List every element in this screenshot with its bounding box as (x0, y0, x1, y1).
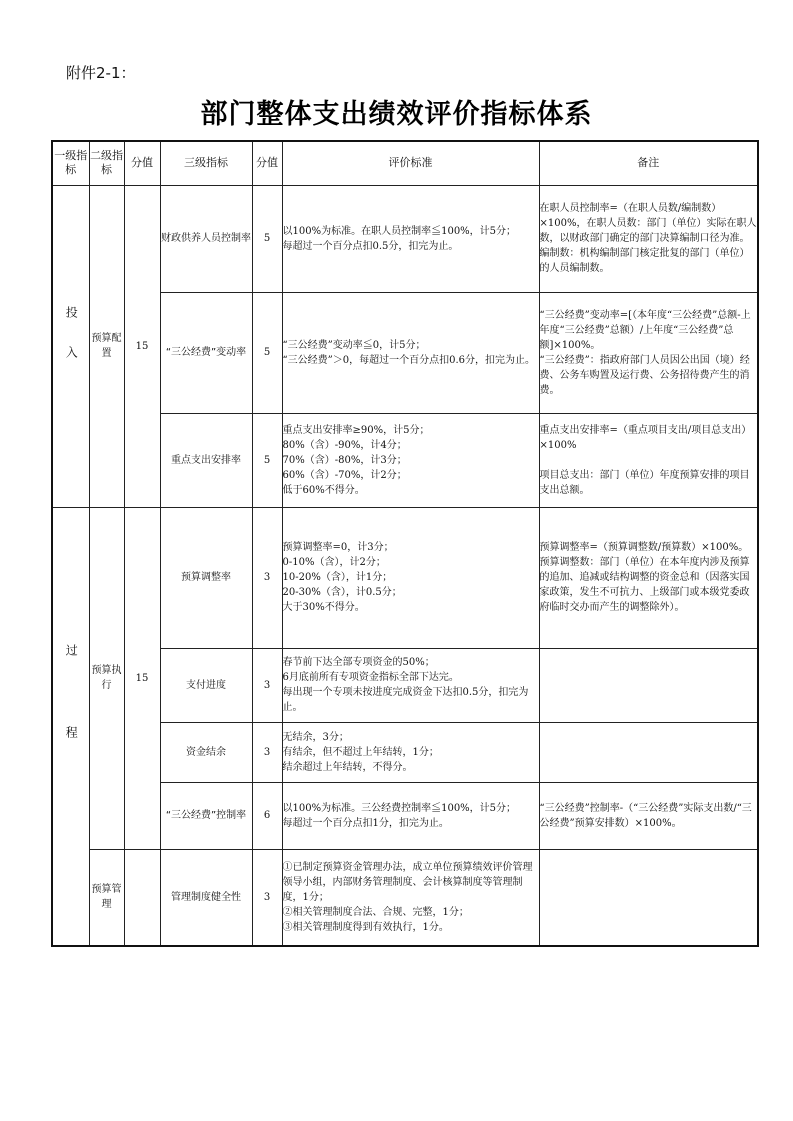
level3-name: 预算调整率 (160, 507, 252, 648)
criteria-cell (282, 782, 539, 849)
level3-name: 重点支出安排率 (160, 413, 252, 507)
notes-line: 在职人员控制率=（在职人员数/编制数）×100%，在职人员数：部门（单位）实际在职人数，以财政部门确定的部门决算编制口径为准。 (539, 203, 757, 244)
level2-budget-exec: 预算执行 (89, 507, 124, 849)
level1-input (52, 185, 89, 507)
level3-score: 6 (252, 782, 282, 849)
criteria-line: 结余超过上年结转，不得分。 (282, 761, 413, 773)
criteria-line: 每超过一个百分点扣1分，扣完为止。 (282, 817, 449, 829)
criteria-line: 低于60%不得分。 (282, 484, 365, 496)
criteria-line: 70%（含）-80%，计3分； (282, 454, 407, 466)
notes-cell (539, 292, 758, 413)
header-notes: 备注 (539, 141, 758, 185)
header-score-b: 分值 (252, 141, 282, 185)
level2-budget-config-score: 15 (124, 185, 160, 507)
criteria-line: 以100%为标准。在职人员控制率≦100%，计5分； (282, 225, 517, 237)
criteria-line: 春节前下达全部专项资金的50%； (282, 657, 435, 668)
level2-budget-exec-score: 15 (124, 507, 160, 849)
level3-score: 3 (252, 507, 282, 648)
notes-line: 重点支出安排率=（重点项目支出/项目总支出）×100% (539, 424, 752, 451)
criteria-line: ②相关管理制度合法、合规、完整，1分； (282, 906, 469, 918)
notes-line: 项目总支出：部门（单位）年度预算安排的项目支出总额。 (539, 469, 750, 496)
criteria-line: 每超过一个百分点扣0.5分，扣完为止。 (282, 240, 459, 252)
level1-input-label: 投入 (64, 306, 79, 386)
page-title: 部门整体支出绩效评价指标体系 (200, 99, 593, 130)
criteria-line: 0-10%（含），计2分； (282, 557, 386, 568)
criteria-cell (282, 849, 539, 946)
notes-cell (539, 648, 758, 722)
notes-line: 编制数：机构编制部门核定批复的部门（单位）的人员编制数。 (539, 248, 750, 274)
level3-name: “三公经费”控制率 (160, 782, 252, 849)
notes-cell (539, 849, 758, 946)
notes-cell (539, 507, 758, 648)
table-row (52, 849, 758, 946)
table-row (52, 507, 758, 648)
notes-cell (539, 413, 758, 507)
level3-score: 3 (252, 722, 282, 782)
notes-line: “三公经费”变动率=[（本年度“三公经费”总额-上年度“三公经费”总额）/上年度“三公经费”总额]×100%。 (539, 309, 751, 351)
header-criteria: 评价标准 (282, 141, 539, 185)
indicator-table (51, 140, 759, 947)
criteria-line: 重点支出安排率≥90%，计5分； (282, 424, 430, 436)
notes-line: 预算调整数：部门（单位）在本年度内涉及预算的追加、追减或结构调整的资金总和（因落实国家政策，发生不可抗力、上级部门或本级党委政府临时交办而产生的调整除外）。 (539, 557, 750, 613)
criteria-line: “三公经费”＞0，每超过一个百分点扣0.6分，扣完为止。 (282, 354, 535, 366)
criteria-cell (282, 185, 539, 292)
level3-name: 资金结余 (160, 722, 252, 782)
notes-cell (539, 722, 758, 782)
level1-process (52, 507, 89, 946)
criteria-line: 6月底前所有专项资金指标全部下达完。 (282, 672, 459, 683)
level3-score: 3 (252, 648, 282, 722)
level2-budget-config: 预算配置 (89, 185, 124, 507)
criteria-line: 大于30%不得分。 (282, 602, 365, 613)
level1-process-label: 过程 (64, 644, 79, 809)
criteria-cell (282, 648, 539, 722)
criteria-line: 无结余，3分； (282, 731, 349, 743)
header-level1: 一级指标 (52, 141, 89, 185)
notes-cell (539, 782, 758, 849)
table-row (52, 185, 758, 292)
notes-line: 预算调整率=（预算调整数/预算数）×100%。 (539, 542, 749, 553)
attachment-label: 附件2-1： (66, 64, 136, 82)
level3-score: 5 (252, 413, 282, 507)
criteria-line: ①已制定预算资金管理办法，成立单位预算绩效评价管理领导小组，内部财务管理制度、会计核算制度等管理制度，1分； (282, 861, 533, 903)
criteria-cell (282, 722, 539, 782)
level2-budget-mgmt-score (124, 849, 160, 946)
level3-score: 3 (252, 849, 282, 946)
level3-score: 5 (252, 292, 282, 413)
criteria-line: 有结余，但不超过上年结转，1分； (282, 746, 439, 758)
notes-line (540, 453, 758, 468)
notes-cell (539, 185, 758, 292)
criteria-line: 60%（含）-70%，计2分； (282, 469, 407, 481)
level3-score: 5 (252, 185, 282, 292)
level3-name: “三公经费”变动率 (160, 292, 252, 413)
level2-budget-mgmt: 预算管理 (89, 849, 124, 946)
header-score-a: 分值 (124, 141, 160, 185)
criteria-line: 每出现一个专项未按进度完成资金下达扣0.5分，扣完为止。 (282, 687, 529, 713)
level3-name: 支付进度 (160, 648, 252, 722)
criteria-line: “三公经费”变动率≦0，计5分； (282, 339, 426, 351)
criteria-line: 80%（含）-90%，计4分； (282, 439, 407, 451)
criteria-cell (282, 292, 539, 413)
criteria-cell (282, 413, 539, 507)
notes-line: “三公经费”：指政府部门人员因公出国（境）经费、公务车购置及运行费、公务招待费产生的消费。 (539, 354, 750, 396)
criteria-cell (282, 507, 539, 648)
notes-line: “三公经费”控制率-（“三公经费”实际支出数/“三公经费”预算安排数）×100%。 (539, 802, 752, 829)
criteria-line: 预算调整率=0，计3分； (282, 542, 394, 553)
criteria-line: 10-20%（含），计1分； (282, 572, 393, 583)
level3-name: 管理制度健全性 (160, 849, 252, 946)
criteria-line: ③相关管理制度得到有效执行，1分。 (282, 921, 449, 933)
level3-name: 财政供养人员控制率 (160, 185, 252, 292)
criteria-line: 20-30%（含），计0.5分； (282, 587, 402, 598)
criteria-line: 以100%为标准。三公经费控制率≦100%，计5分； (282, 802, 517, 814)
header-level2: 二级指标 (89, 141, 124, 185)
header-row (52, 141, 758, 185)
header-level3: 三级指标 (160, 141, 252, 185)
